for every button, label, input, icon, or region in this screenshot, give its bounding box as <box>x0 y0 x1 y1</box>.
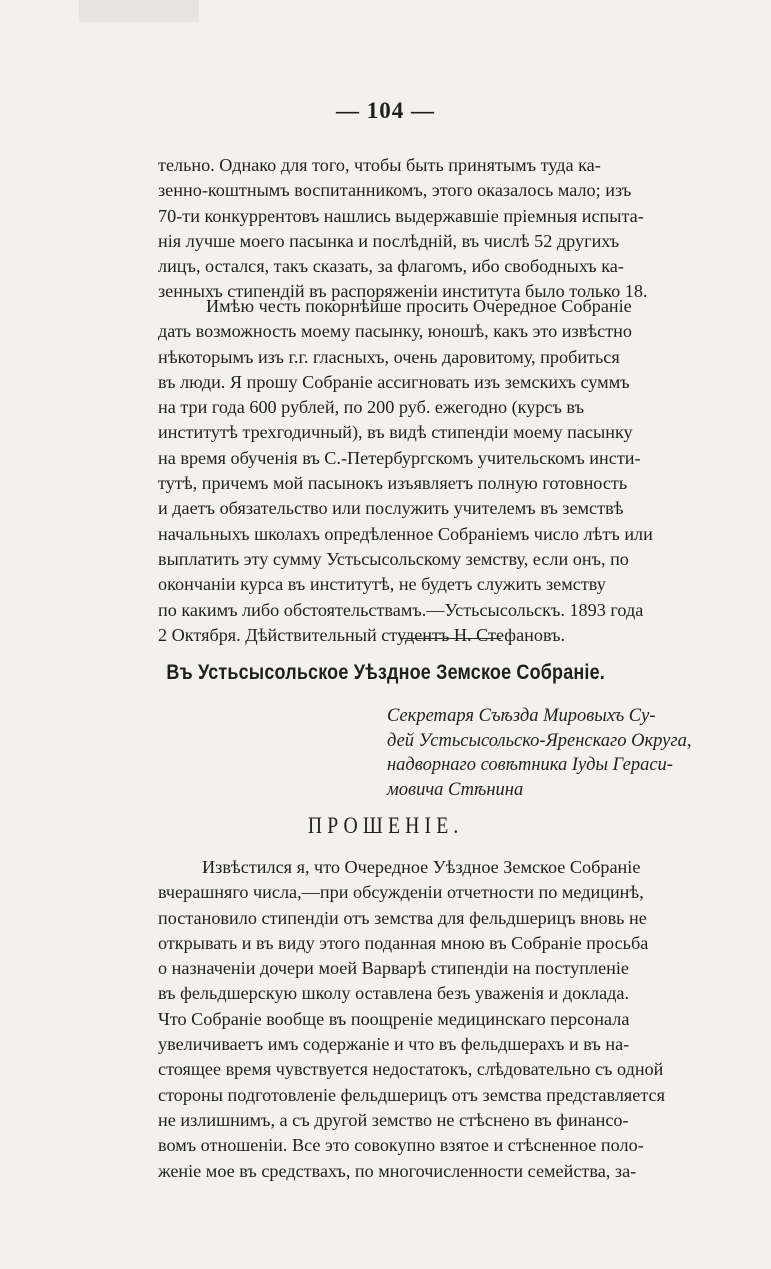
page-number: — 104 — <box>336 98 435 123</box>
text-line: о назначеніи дочери моей Варварѣ стипендіи на поступленіе <box>158 958 630 979</box>
text-line: выплатить эту сумму Устьсысольскому земству, если онъ, по <box>158 548 629 569</box>
text-line: не излишнимъ, а съ другой земство не стѣснено въ финансо- <box>158 1109 629 1130</box>
section-divider <box>401 638 501 639</box>
text-line: постановило стипендіи отъ земства для фельдшерицъ вновь не <box>158 907 647 928</box>
text-line: Имѣю честь покорнѣйше просить Очередное Собраніе <box>206 296 632 316</box>
text-line: въ люди. Я прошу Собраніе ассигновать изъ земскихъ суммъ <box>158 371 630 392</box>
text-line: тельно. Однако для того, чтобы быть принятымъ туда ка- <box>158 155 601 175</box>
sender-line: надворнаго совѣтника Іуды Гераси- <box>387 755 673 775</box>
text-line: вчерашняго числа,—при обсужденіи отчетности по медицинѣ, <box>158 882 644 903</box>
text-line: стоящее время чувствуется недостатокъ, слѣдовательно съ одной <box>158 1059 664 1080</box>
text-line: по какимъ либо обстоятельствамъ.—Устьсысольскъ. 1893 года <box>158 599 644 620</box>
text-line: на три года 600 рублей, по 200 руб. ежегодно (курсъ въ <box>158 397 584 418</box>
text-line: стороны подготовленіе фельдшерицъ отъ земства представляется <box>158 1084 665 1105</box>
sender-line: дей Устьсысольско-Яренскаго Округа, <box>387 730 692 751</box>
text-line: въ фельдшерскую школу оставлена безъ уваженія и доклада. <box>158 983 630 1004</box>
paper-stain <box>79 0 199 22</box>
text-line: нія лучше моего пасынка и послѣдній, въ числѣ 52 другихъ <box>158 230 620 251</box>
text-line: вомъ отношеніи. Все это совокупно взятое и стѣсненное поло- <box>158 1135 644 1156</box>
petition-title: ПРОШЕНІЕ. <box>307 813 464 838</box>
text-line: на время обученія въ С.-Петербургскомъ учительскомъ инсти- <box>158 447 641 468</box>
text-line: окончаніи курса въ институтѣ, не будетъ служить земству <box>158 574 606 595</box>
text-line: нѣкоторымъ изъ г.г. гласныхъ, очень даровитому, пробиться <box>158 346 620 367</box>
sender-line: Секретаря Съѣзда Мировыхъ Су- <box>387 706 656 726</box>
text-line: Что Собраніе вообще въ поощреніе медицинскаго персонала <box>158 1008 630 1029</box>
text-line: зенно-коштнымъ воспитанникомъ, этого оказалось мало; изъ <box>158 180 632 201</box>
text-line: увеличиваетъ имъ содержаніе и что въ фельдшерахъ и въ на- <box>158 1034 630 1055</box>
paragraph-3 <box>158 855 740 1184</box>
paragraph-2 <box>158 294 740 648</box>
text-line: и даетъ обязательство или послужить учителемъ въ земствѣ <box>158 498 624 519</box>
text-line: 2 Октября. Дѣйствительный студентъ Н. Стефановъ. <box>158 624 566 645</box>
text-line: зенныхъ стипендій въ распоряженіи института было только 18. <box>158 281 648 302</box>
text-line: открывать и въ виду этого поданная мною въ Собраніе просьба <box>158 932 649 953</box>
petition-sender <box>387 704 737 802</box>
text-line: Извѣстился я, что Очередное Уѣздное Земское Собраніе <box>202 857 641 877</box>
text-line: дать возможность моему пасынку, юношѣ, какъ это извѣстно <box>158 321 633 342</box>
sender-line: мовича Стѣнина <box>387 779 524 800</box>
section-heading: Въ Устьсысольское Уѣздное Земское Собраніе. <box>166 661 605 684</box>
text-line: институтѣ трехгодичный), въ видѣ стипендіи моему пасынку <box>158 422 633 443</box>
text-line: женіе мое въ средствахъ, по многочисленности семейства, за- <box>158 1160 637 1181</box>
paragraph-1 <box>158 153 740 305</box>
text-line: начальныхъ школахъ опредѣленное Собраніемъ число лѣтъ или <box>158 523 653 544</box>
text-line: лицъ, остался, такъ сказать, за флагомъ, ибо свободныхъ ка- <box>158 256 624 277</box>
text-line: тутѣ, причемъ мой пасынокъ изъявляетъ полную готовность <box>158 473 628 494</box>
text-line: 70-ти конкуррентовъ нашлись выдержавшіе пріемныя испыта- <box>158 205 644 226</box>
